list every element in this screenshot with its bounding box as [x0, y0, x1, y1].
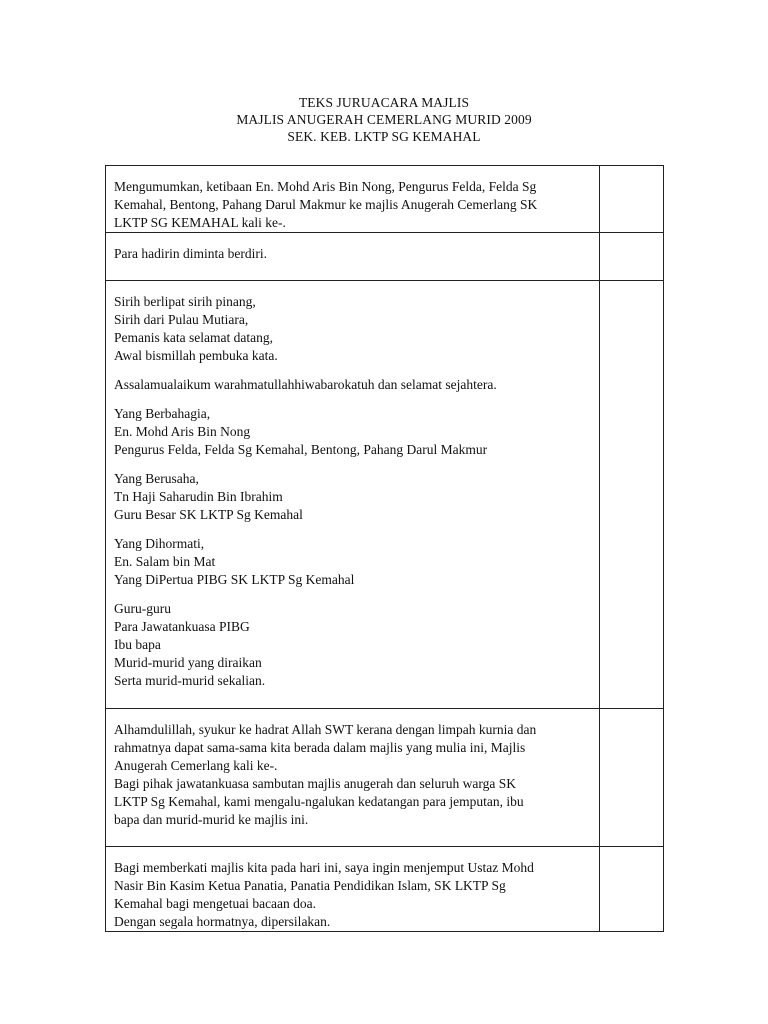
script-paragraph [114, 245, 591, 263]
script-paragraph [114, 470, 591, 524]
script-text-cell [106, 166, 600, 233]
script-text-cell [106, 709, 600, 847]
script-line: LKTP SG KEMAHAL kali ke-. [114, 215, 286, 230]
script-paragraph [114, 293, 591, 365]
document-header [0, 94, 768, 145]
script-paragraph [114, 178, 591, 232]
script-row [106, 166, 664, 233]
script-line: Dengan segala hormatnya, dipersilakan. [114, 914, 331, 929]
notes-cell [600, 847, 664, 932]
script-row [106, 233, 664, 281]
notes-cell [600, 281, 664, 709]
script-line: Anugerah Cemerlang kali ke-. [114, 758, 278, 773]
script-line: Yang Berbahagia, [114, 406, 211, 421]
script-line: rahmatnya dapat sama-sama kita berada dalam majlis yang mulia ini, Majlis [114, 740, 526, 755]
script-text-cell [106, 233, 600, 281]
script-paragraph [114, 405, 591, 459]
script-line: Assalamualaikum warahmatullahhiwabarokatuh dan selamat sejahtera. [114, 377, 497, 392]
script-line: bapa dan murid-murid ke majlis ini. [114, 812, 309, 827]
row-content [106, 166, 599, 232]
script-row [106, 281, 664, 709]
script-line: Nasir Bin Kasim Ketua Panatia, Panatia Pendidikan Islam, SK LKTP Sg [114, 878, 506, 893]
event-title: MAJLIS ANUGERAH CEMERLANG MURID 2009 [236, 112, 532, 127]
script-line: Guru-guru [114, 601, 171, 616]
script-line: Tn Haji Saharudin Bin Ibrahim [114, 489, 283, 504]
script-row [106, 709, 664, 847]
script-line: Serta murid-murid sekalian. [114, 673, 266, 688]
script-paragraph [114, 721, 591, 829]
script-line: Kemahal bagi mengetuai bacaan doa. [114, 896, 317, 911]
script-line: Sirih dari Pulau Mutiara, [114, 312, 249, 327]
script-line: Yang Berusaha, [114, 471, 199, 486]
notes-cell [600, 233, 664, 281]
script-line: Pengurus Felda, Felda Sg Kemahal, Bentong, Pahang Darul Makmur [114, 442, 488, 457]
script-line: Pemanis kata selamat datang, [114, 330, 273, 345]
script-line: Ibu bapa [114, 637, 161, 652]
script-row [106, 847, 664, 932]
school-name: SEK. KEB. LKTP SG KEMAHAL [287, 129, 481, 144]
row-content [106, 709, 599, 829]
emcee-script-table [105, 165, 664, 932]
document-title: TEKS JURUACARA MAJLIS [298, 95, 470, 110]
script-line: LKTP Sg Kemahal, kami mengalu-ngalukan kedatangan para jemputan, ibu [114, 794, 524, 809]
script-paragraph [114, 376, 591, 394]
script-line: Alhamdulillah, syukur ke hadrat Allah SWT kerana dengan limpah kurnia dan [114, 722, 537, 737]
row-content [106, 233, 599, 263]
row-content [106, 847, 599, 931]
script-line: Sirih berlipat sirih pinang, [114, 294, 256, 309]
notes-cell [600, 166, 664, 233]
script-line: En. Salam bin Mat [114, 554, 216, 569]
script-line: Mengumumkan, ketibaan En. Mohd Aris Bin Nong, Pengurus Felda, Felda Sg [114, 179, 537, 194]
row-content [106, 281, 599, 690]
script-line: Awal bismillah pembuka kata. [114, 348, 278, 363]
script-line: Yang Dihormati, [114, 536, 205, 551]
script-line: Yang DiPertua PIBG SK LKTP Sg Kemahal [114, 572, 355, 587]
script-line: Bagi pihak jawatankuasa sambutan majlis anugerah dan seluruh warga SK [114, 776, 517, 791]
script-line: Bagi memberkati majlis kita pada hari ini, saya ingin menjemput Ustaz Mohd [114, 860, 534, 875]
script-line: Guru Besar SK LKTP Sg Kemahal [114, 507, 303, 522]
script-line: Para hadirin diminta berdiri. [114, 246, 267, 261]
script-paragraph [114, 600, 591, 690]
notes-cell [600, 709, 664, 847]
script-paragraph [114, 535, 591, 589]
script-line: Kemahal, Bentong, Pahang Darul Makmur ke majlis Anugerah Cemerlang SK [114, 197, 538, 212]
script-paragraph [114, 859, 591, 931]
script-text-cell [106, 847, 600, 932]
script-text-cell [106, 281, 600, 709]
script-line: En. Mohd Aris Bin Nong [114, 424, 251, 439]
script-line: Murid-murid yang diraikan [114, 655, 262, 670]
script-line: Para Jawatankuasa PIBG [114, 619, 250, 634]
